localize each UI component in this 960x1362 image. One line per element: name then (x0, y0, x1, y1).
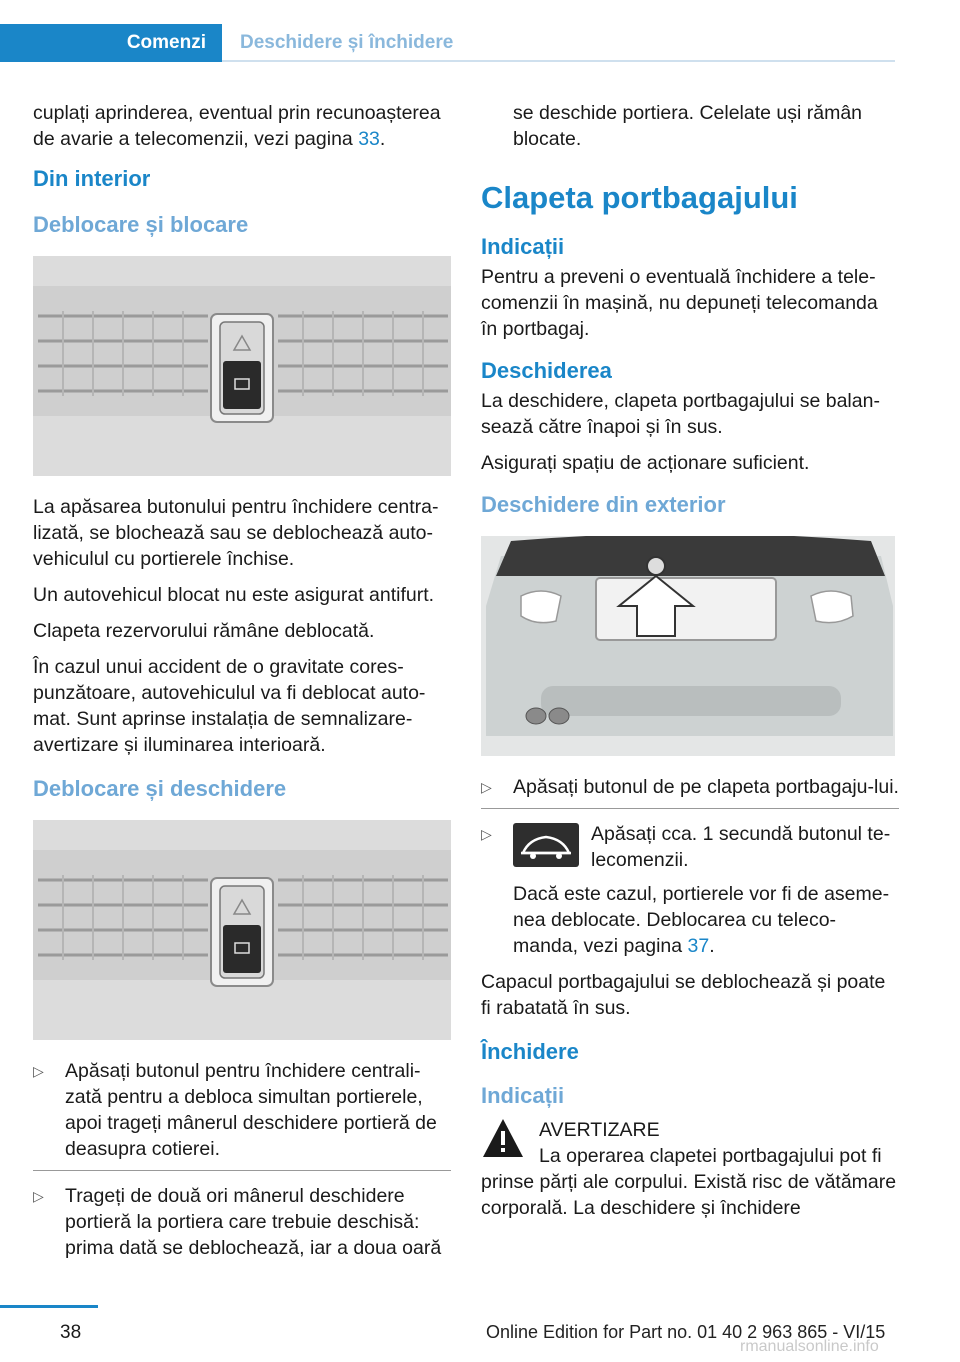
heading-inchidere: Închidere (481, 1039, 579, 1064)
page-link-37[interactable]: 37 (687, 935, 710, 957)
left-column (33, 100, 451, 1267)
warning-triangle-icon (481, 1117, 525, 1159)
paragraph-remote-unlock: Dacă este cazul, portierele vor fi de aseme-nea deblocate. Deblocarea cu teleco-manda, vezi pagina 37. (513, 883, 890, 957)
list-item: ▷ Apăsați cca. 1 secundă butonul te-lecomenzii. Dacă este cazul, portierele vor fi de aseme-nea deblocate. Deblocarea cu teleco-manda, vezi pagina 37. (481, 821, 899, 959)
central-lock-button-image-2 (33, 820, 451, 1040)
heading-deschidere-exterior: Deschidere din exterior (481, 492, 726, 517)
trunk-rear-image (481, 536, 895, 756)
warning-block (481, 1117, 899, 1169)
paragraph-capac: Capacul portbagajului se deblochează și poate fi rabatată în sus. (481, 971, 886, 1019)
paragraph-accident: În cazul unui accident de o gravitate cores-punzătoare, autovehiculul va fi deblocat auto-mat. Sunt aprinse instalația de semnalizare-avertizare și iluminarea interioară. (33, 656, 426, 756)
page-link-33[interactable]: 33 (358, 128, 380, 150)
list-item: ▷ Trageți de două ori mânerul deschidere portieră la portiera care trebuie deschisă: prima dată se deblochează, iar a doua oară (33, 1185, 442, 1259)
edition-text: Online Edition for Part no. 01 40 2 963 865 - VI/15 (486, 1322, 886, 1342)
heading-deblocare-deschidere: Deblocare și deschidere (33, 776, 287, 801)
paragraph-deschiderea: La deschidere, clapeta portbagajului se balan-sează către înapoi și în sus. (481, 390, 880, 438)
triangle-bullet-icon: ▷ (33, 1188, 44, 1204)
paragraph-antitheft: Un autovehicul blocat nu este asigurat antifurt. (33, 584, 435, 606)
list-item: ▷ Apăsați butonul pentru închidere centrali-zată pentru a debloca simultan portierele, apoi trageți mânerul deschidere portieră de deasupra cotierei. (33, 1060, 437, 1160)
paragraph-indicatii: Pentru a preveni o eventuală închidere a tele-comenzii în mașină, nu depuneți telecomanda în portbagaj. (481, 266, 878, 340)
paragraph-spatiu: Asigurați spațiu de acționare suficient. (481, 452, 810, 474)
heading-clapeta-portbagajului: Clapeta portbagajului (481, 180, 798, 215)
list-item: ▷ Apăsați butonul de pe clapeta portbagaju-lui. (481, 776, 899, 798)
heading-deschiderea: Deschiderea (481, 358, 612, 383)
paragraph-fuel-flap: Clapeta rezervorului rămâne deblocată. (33, 620, 375, 642)
warning-text: prinse părți ale corpului. Există risc de vătămare corporală. La deschidere și închidere (481, 1171, 897, 1219)
central-lock-button-image (33, 256, 451, 476)
heading-indicatii-2: Indicații (481, 1083, 565, 1108)
divider (33, 1170, 451, 1171)
tab-comenzi[interactable]: Comenzi (0, 24, 222, 62)
warning-text-line1: La operarea clapetei portbagajului pot fi (539, 1145, 882, 1167)
right-column (481, 100, 899, 1231)
footer-divider (0, 1305, 98, 1308)
heading-din-interior: Din interior (33, 166, 151, 191)
intro-paragraph: cuplați aprinderea, eventual prin recunoașterea de avarie a telecomenzii, vezi pagina 33. (33, 102, 441, 150)
page-number: 38 (60, 1322, 82, 1343)
paragraph-central-lock: La apăsarea butonului pentru închidere centra-lizată, se blochează sau se deblochează auto-vehiculul cu portierele închise. (33, 496, 439, 570)
triangle-bullet-icon: ▷ (481, 826, 492, 842)
divider (481, 808, 899, 809)
triangle-bullet-icon: ▷ (33, 1063, 44, 1079)
warning-title: AVERTIZARE (539, 1119, 660, 1141)
chapter-header (0, 24, 895, 62)
watermark: rmanualsonline.info (740, 1338, 879, 1355)
heading-indicatii: Indicații (481, 234, 565, 259)
triangle-bullet-icon: ▷ (481, 779, 492, 795)
continued-paragraph: se deschide portiera. Celelate uși rămân blocate. (513, 102, 863, 150)
remote-trunk-icon (513, 823, 579, 867)
tab-deschidere-inchidere[interactable]: Deschidere și închidere (240, 32, 454, 53)
heading-deblocare-blocare: Deblocare și blocare (33, 212, 249, 237)
header-divider (222, 60, 895, 62)
